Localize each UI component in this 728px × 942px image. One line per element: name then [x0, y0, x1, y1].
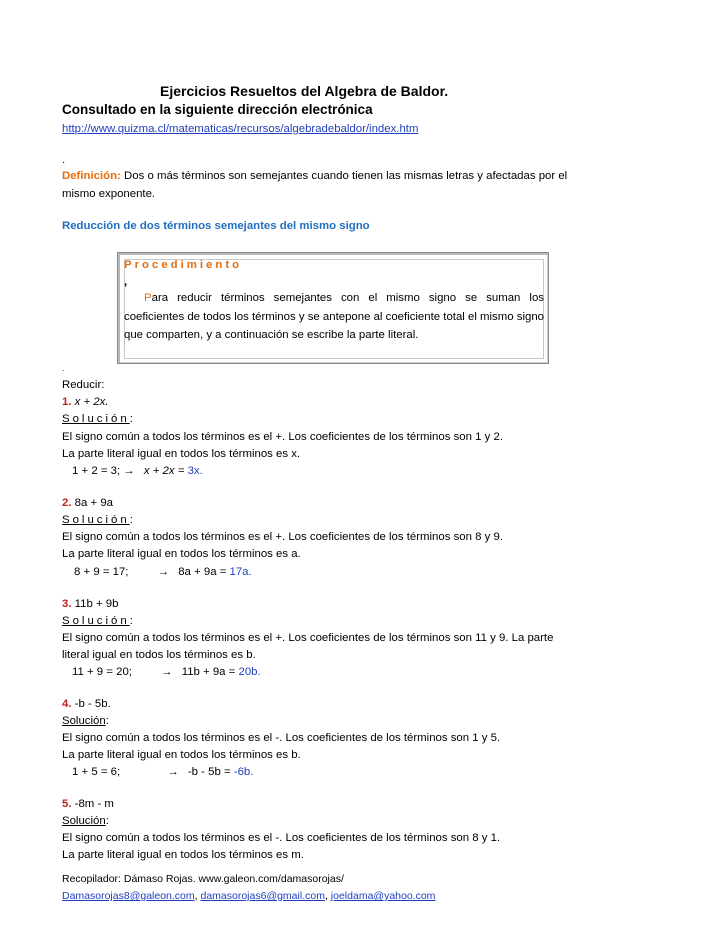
exercise-2-calc: 8 + 9 = 17; → 8a + 9a = 17a.: [74, 566, 252, 578]
exercise-3-number: 3.: [62, 598, 72, 610]
exercise-5-expression: -8m - m: [74, 798, 114, 810]
exercise-5-number: 5.: [62, 798, 72, 810]
exercise-1-solution-label: Solución:: [62, 413, 133, 425]
definition-label: Definición:: [62, 170, 121, 182]
exercise-2-number: 2.: [62, 497, 72, 509]
exercise-2-line-1: El signo común a todos los términos es el +. Los coeficientes de los términos son 8 y 9.: [62, 531, 503, 543]
exercise-1-number: 1.: [62, 396, 72, 408]
exercise-4-expression: -b - 5b.: [74, 698, 111, 710]
exercise-4-header: [62, 698, 111, 710]
exercise-3-line-1: El signo común a todos los términos es el +. Los coeficientes de los términos son 11 y 9. La parte: [62, 632, 554, 644]
exercise-2-header: [62, 497, 113, 509]
procedure-first-letter: P: [144, 292, 152, 304]
exercise-3-header: [62, 598, 118, 610]
exercise-3-calc: 11 + 9 = 20; → 11b + 9a = 20b.: [72, 666, 261, 678]
exercise-4-line-2: La parte literal igual en todos los términos es b.: [62, 749, 301, 761]
reducir-label: Reducir:: [62, 379, 105, 391]
exercise-5-line-2: La parte literal igual en todos los términos es m.: [62, 849, 304, 861]
exercise-2-solution-label: Solución:: [62, 514, 133, 526]
exercise-4-line-1: El signo común a todos los términos es el -. Los coeficientes de los términos son 1 y 5.: [62, 732, 501, 744]
exercise-1-line-1: El signo común a todos los términos es el +. Los coeficientes de los términos son 1 y 2.: [62, 431, 503, 443]
footer-email-3[interactable]: joeldama@yahoo.com: [330, 890, 436, 902]
exercise-1-expression: x + 2x.: [74, 396, 109, 408]
exercise-2-line-2: La parte literal igual en todos los términos es a.: [62, 548, 301, 560]
exercise-1-header: [62, 396, 109, 408]
definition-line-1: [62, 170, 567, 182]
exercise-3-solution-label: Solución:: [62, 615, 133, 627]
document-title: Ejercicios Resueltos del Algebra de Baldor.: [160, 83, 449, 99]
exercise-4-solution-label: Solución:: [62, 715, 109, 727]
procedure-text: [124, 289, 544, 345]
exercise-5-line-1: El signo común a todos los términos es el -. Los coeficientes de los términos son 8 y 1.: [62, 832, 501, 844]
exercise-2-expression: 8a + 9a: [74, 497, 113, 509]
definition-text-1: Dos o más términos son semejantes cuando tienen las mismas letras y afectadas por el: [124, 170, 568, 182]
exercise-1-result: 3x.: [187, 465, 203, 477]
exercise-1-line-2: La parte literal igual en todos los términos es x.: [62, 448, 301, 460]
section-title: Reducción de dos términos semejantes del mismo signo: [62, 220, 370, 232]
source-link[interactable]: http://www.quizma.cl/matematicas/recursos/algebradebaldor/index.htm: [62, 123, 419, 135]
definition-line-2: mismo exponente.: [62, 188, 156, 200]
exercise-4-result: -6b.: [233, 766, 254, 778]
exercise-5-header: [62, 798, 114, 810]
exercise-2-result: 17a.: [229, 566, 252, 578]
exercise-4-calc: 1 + 5 = 6; → -b - 5b = -6b.: [72, 766, 254, 778]
footer-email-1[interactable]: Damasorojas8@galeon.com: [62, 890, 195, 902]
exercise-3-result: 20b.: [238, 666, 261, 678]
procedure-body: ara reducir términos semejantes con el mismo signo se suman los coeficientes de todos los términos y se antepone al coeficiente total el mismo signo que comparten, y a continuación se escribe la parte literal.: [124, 292, 544, 341]
footer-credit: Recopilador: Dámaso Rojas. www.galeon.com/damasorojas/: [62, 873, 344, 885]
procedure-comma: ,: [124, 276, 128, 288]
procedure-title: Procedimiento: [124, 259, 243, 271]
exercise-1-calc: 1 + 2 = 3; → x + 2x = 3x.: [72, 465, 203, 477]
stray-mark: .: [62, 364, 65, 373]
stray-dot: .: [62, 154, 66, 166]
footer-email-2[interactable]: damasorojas6@gmail.com: [200, 890, 325, 902]
exercise-3-expression: 11b + 9b: [74, 598, 119, 610]
exercise-5-solution-label: Solución:: [62, 815, 109, 827]
footer-emails: Damasorojas8@galeon.com, damasorojas6@gmail.com, joeldama@yahoo.com: [62, 890, 436, 902]
consulted-heading: Consultado en la siguiente dirección electrónica: [62, 102, 373, 117]
exercise-3-line-2: literal igual en todos los términos es b.: [62, 649, 256, 661]
exercise-4-number: 4.: [62, 698, 72, 710]
